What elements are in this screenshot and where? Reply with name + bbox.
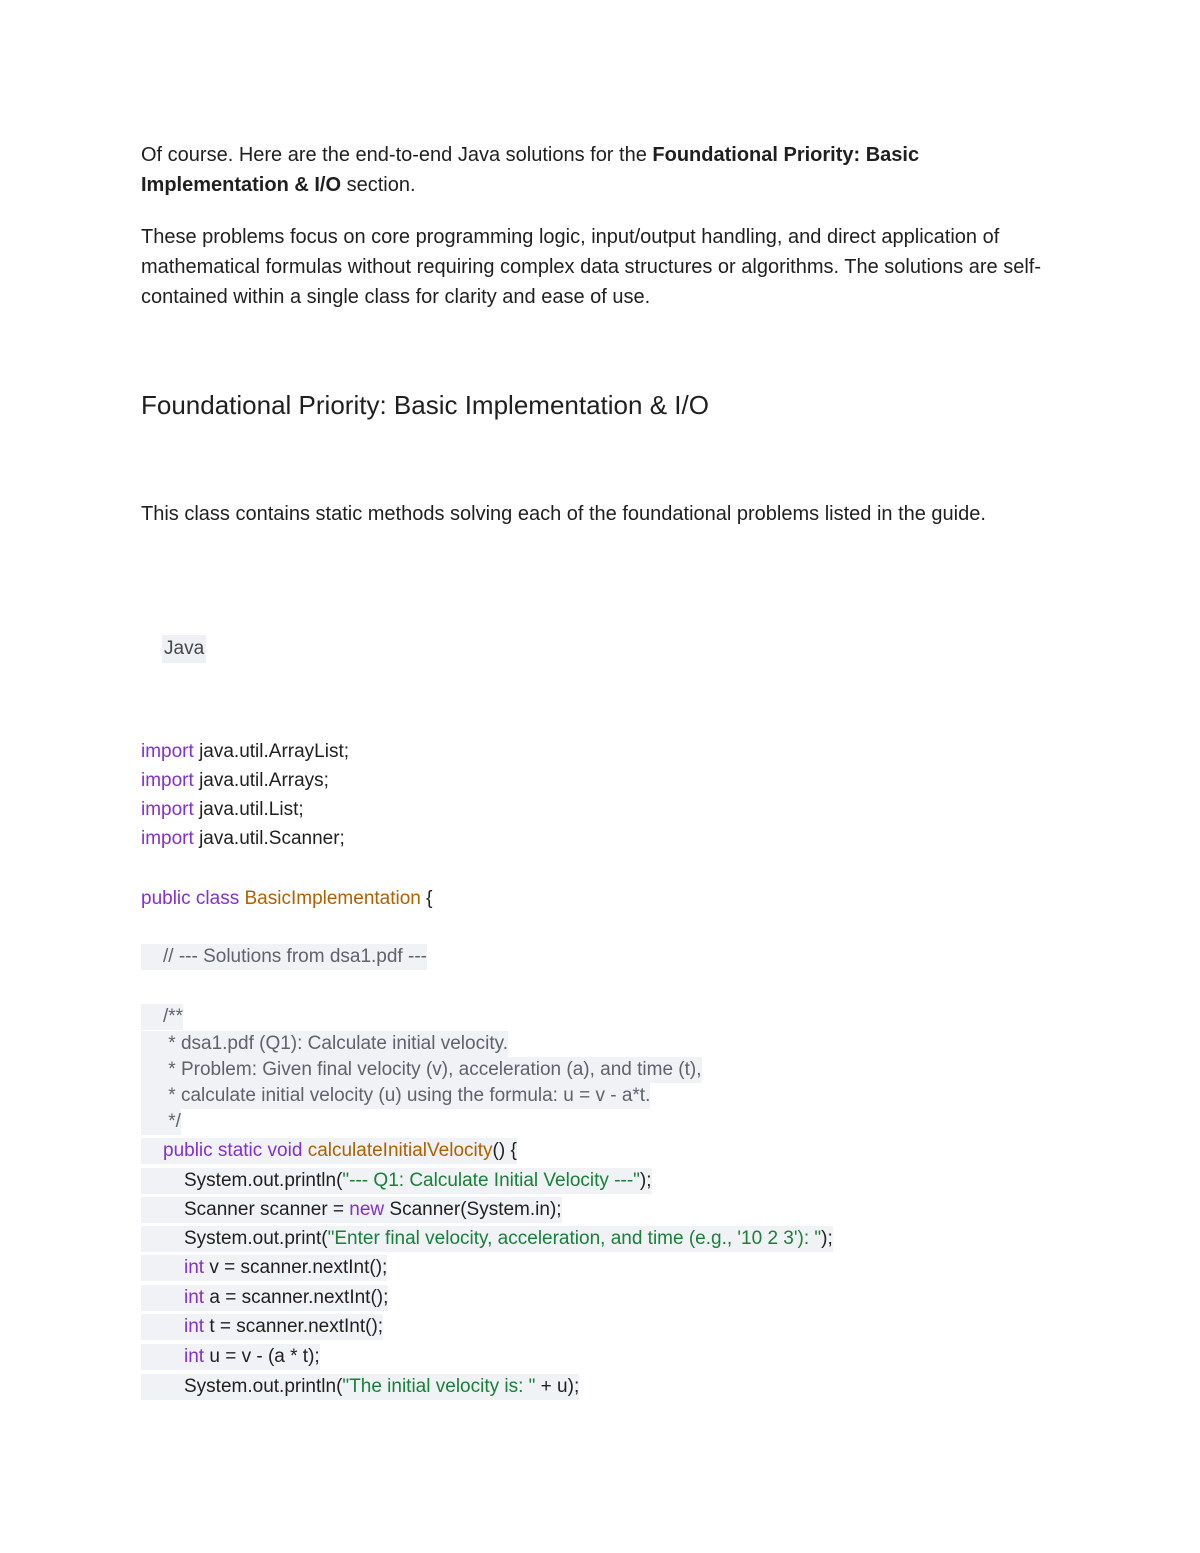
method-name: calculateInitialVelocity [307,1140,493,1161]
code-line [141,826,345,852]
code-line [141,1285,388,1311]
code-text: Scanner(System.in); [384,1199,562,1220]
int-keyword: int [184,1346,205,1367]
intro-text-start: Of course. Here are the end-to-end Java solutions for the [141,144,653,166]
method-declaration [141,1138,517,1164]
intro-paragraph [141,140,1071,200]
string-literal: "Enter final velocity, acceleration, and time (e.g., '10 2 3'): " [327,1228,822,1249]
section-comment: // --- Solutions from dsa1.pdf --- [141,944,427,970]
import-keyword: import [141,799,194,820]
code-text: System.out.println( [184,1376,343,1397]
new-keyword: new [349,1199,385,1220]
doc-comment-line: * Problem: Given final velocity (v), acceleration (a), and time (t), [141,1057,702,1083]
doc-comment-line: */ [141,1109,181,1135]
code-text: ); [821,1228,833,1249]
import-keyword: import [141,741,194,762]
section-description: This class contains static methods solving each of the foundational problems listed in the guide. [141,503,986,525]
section-heading: Foundational Priority: Basic Implementation & I/O [141,390,709,420]
intro-bold-title: Foundational Priority: Basic Implementation & I/O [141,144,920,196]
string-literal: "The initial velocity is: " [342,1376,536,1397]
import-path: java.util.ArrayList; [193,741,350,762]
code-text: u = v - (a * t); [204,1346,320,1367]
code-line [141,1374,579,1400]
code-line [141,1255,387,1281]
code-text: t = scanner.nextInt(); [204,1316,384,1337]
code-text: + u); [535,1376,580,1397]
method-modifiers: public static void [163,1140,303,1161]
int-keyword: int [184,1257,205,1278]
code-line [141,1344,320,1370]
class-brace: { [420,888,433,909]
code-text: ); [639,1170,652,1191]
import-path: java.util.Arrays; [193,770,329,791]
code-line [141,768,329,794]
code-text: v = scanner.nextInt(); [204,1257,388,1278]
doc-comment-line: * dsa1.pdf (Q1): Calculate initial velocity. [141,1031,508,1057]
code-line [141,1226,833,1252]
code-line [141,739,349,765]
code-line [141,797,304,823]
doc-comment-line: * calculate initial velocity (u) using the formula: u = v - a*t. [141,1083,650,1109]
intro-text-end: section. [341,174,416,196]
method-signature-rest: () { [492,1140,517,1161]
code-text: System.out.println( [184,1170,343,1191]
int-keyword: int [184,1316,205,1337]
summary-paragraph: These problems focus on core programming logic, input/output handling, and direct application of mathematical formulas without requiring complex data structures or algorithms. The solutions are self-contained within a single class for clarity and ease of use. [141,226,1042,308]
doc-comment-line: /** [141,1004,183,1030]
code-text: a = scanner.nextInt(); [204,1287,389,1308]
code-line [141,1197,562,1223]
import-keyword: import [141,828,194,849]
class-name: BasicImplementation [244,888,421,909]
import-keyword: import [141,770,194,791]
import-path: java.util.List; [193,799,304,820]
code-text: System.out.print( [184,1228,328,1249]
code-line [141,1314,383,1340]
class-declaration [141,886,433,912]
string-literal: "--- Q1: Calculate Initial Velocity ---" [342,1170,640,1191]
class-keyword: public class [141,888,240,909]
code-language-label: Java [162,635,206,663]
import-path: java.util.Scanner; [193,828,345,849]
int-keyword: int [184,1287,205,1308]
code-text: Scanner scanner = [184,1199,350,1220]
code-line [141,1168,652,1194]
